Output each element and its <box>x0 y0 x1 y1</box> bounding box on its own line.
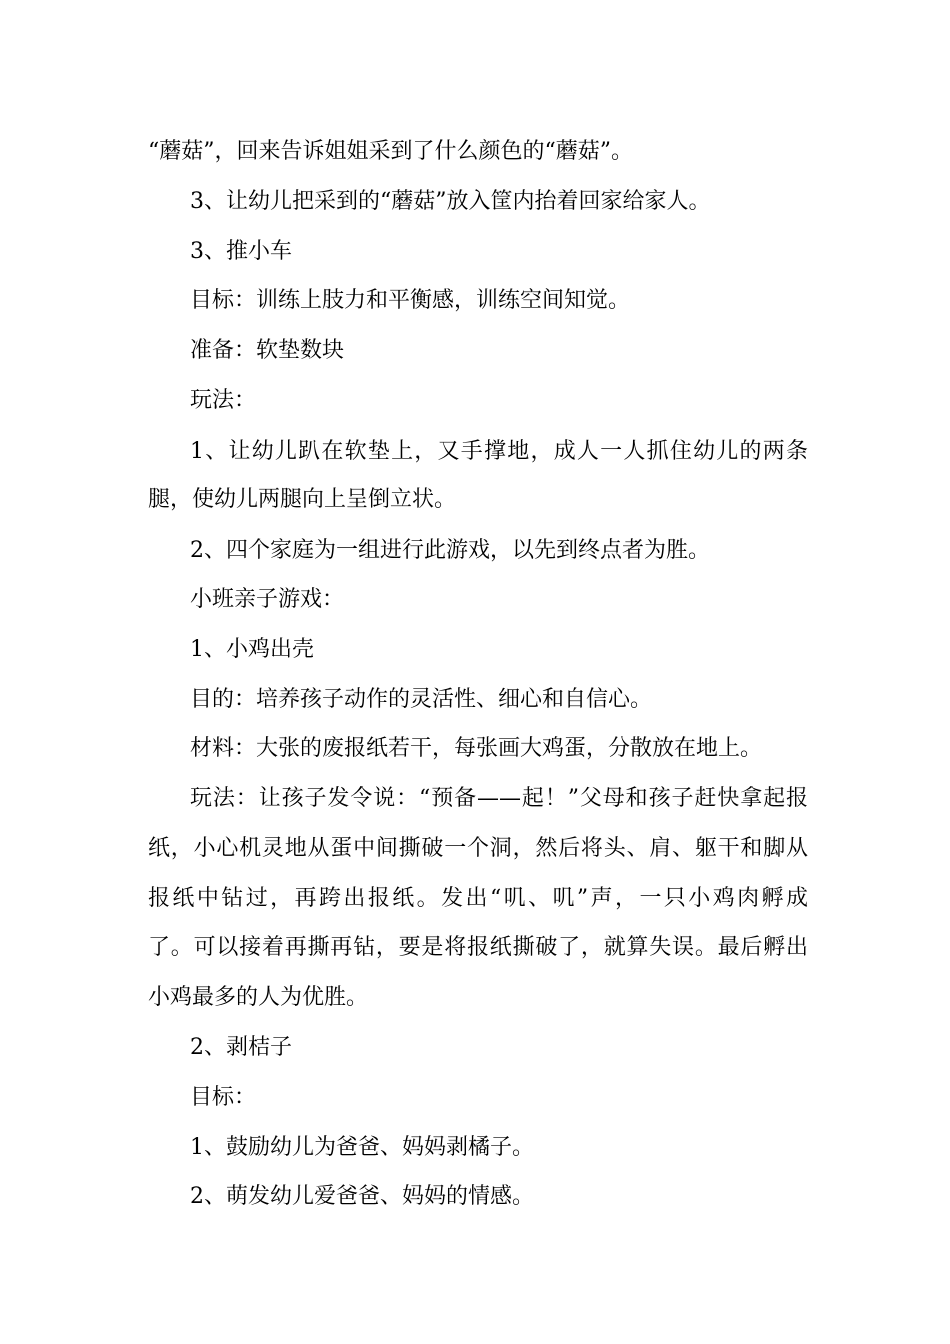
paragraph-line: 玩法：让孩子发令说：“预备——起！”父母和孩子赶快拿起报 <box>190 786 808 811</box>
paragraph-line: 玩法： <box>190 388 257 413</box>
paragraph-line: 准备：软垫数块 <box>190 338 345 363</box>
section-heading: 3、推小车 <box>190 239 292 264</box>
paragraph-line: 目的：培养孩子动作的灵活性、细心和自信心。 <box>190 687 653 712</box>
section-heading: 1、小鸡出壳 <box>190 637 314 662</box>
paragraph-line: 2、萌发幼儿爱爸爸、妈妈的情感。 <box>190 1184 534 1209</box>
paragraph-line: 材料：大张的废报纸若干，每张画大鸡蛋，分散放在地上。 <box>190 736 763 761</box>
section-heading: 小班亲子游戏： <box>190 587 345 612</box>
section-heading: 2、剥桔子 <box>190 1035 292 1060</box>
paragraph-line: 目标： <box>190 1085 257 1110</box>
paragraph-line: 了。可以接着再撕再钻，要是将报纸撕破了，就算失误。最后孵出 <box>148 935 808 960</box>
paragraph-line: 3、让幼儿把采到的“蘑菇”放入筐内抬着回家给家人。 <box>190 189 711 214</box>
paragraph-line: 2、四个家庭为一组进行此游戏，以先到终点者为胜。 <box>190 538 710 563</box>
paragraph-line: 小鸡最多的人为优胜。 <box>148 985 369 1010</box>
paragraph-line: 目标：训练上肢力和平衡感，训练空间知觉。 <box>190 288 631 313</box>
paragraph-line: 腿，使幼儿两腿向上呈倒立状。 <box>148 487 457 512</box>
paragraph-line: 报纸中钻过，再跨出报纸。发出“叽、叽”声，一只小鸡肉孵成 <box>148 886 808 911</box>
paragraph-line: 1、鼓励幼儿为爸爸、妈妈剥橘子。 <box>190 1135 534 1160</box>
paragraph-line: 1、让幼儿趴在软垫上，又手撑地，成人一人抓住幼儿的两条 <box>190 439 808 464</box>
paragraph-line: 纸，小心机灵地从蛋中间撕破一个洞，然后将头、肩、躯干和脚从 <box>148 836 808 861</box>
paragraph-line: “蘑菇”，回来告诉姐姐采到了什么颜色的“蘑菇”。 <box>148 139 633 164</box>
